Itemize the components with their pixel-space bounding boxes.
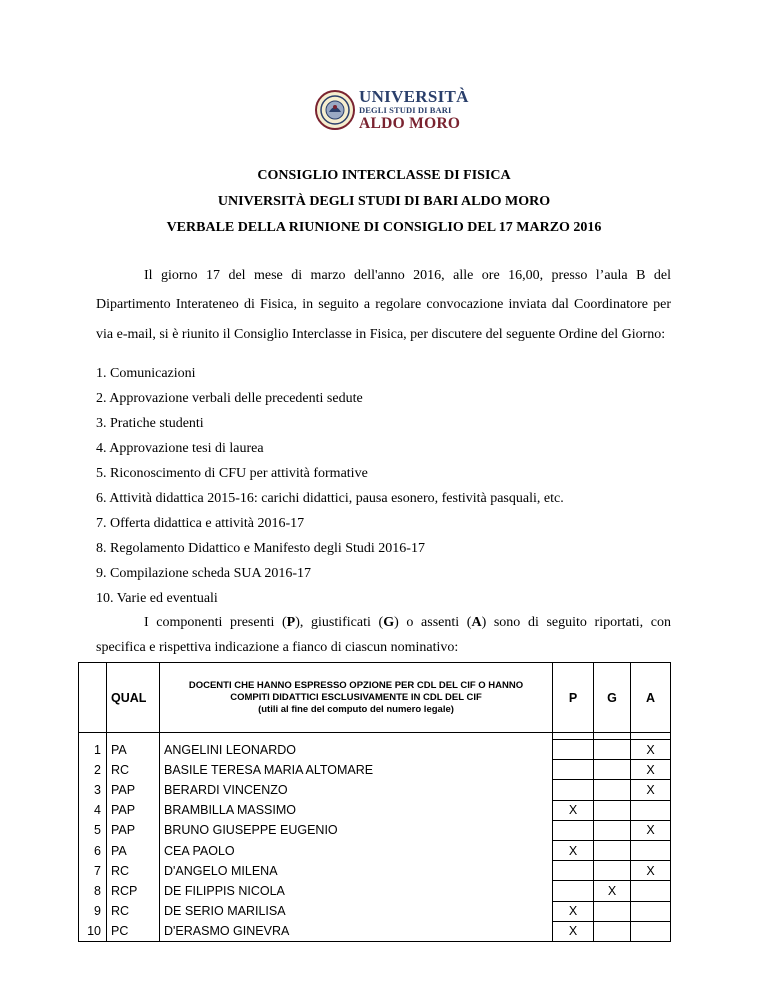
absent-letter: A [471,615,482,630]
row-name: D'ERASMO GINEVRA [160,921,553,941]
row-number: 7 [79,861,107,881]
row-number: 10 [79,921,107,941]
row-justified [594,820,631,840]
row-absent [631,840,671,860]
row-name: BERARDI VINCENZO [160,780,553,800]
spacer-cell [594,733,631,740]
row-present [553,780,594,800]
row-name: D'ANGELO MILENA [160,861,553,881]
header-g: G [594,663,631,733]
row-number: 2 [79,760,107,780]
table-row [79,861,671,881]
table-row [79,901,671,921]
row-absent: X [631,740,671,760]
row-justified: X [594,881,631,901]
row-qual: PA [107,840,160,860]
row-present [553,760,594,780]
agenda-item: 8. Regolamento Didattico e Manifesto degli Studi 2016-17 [96,541,425,556]
agenda-item: 4. Approvazione tesi di laurea [96,441,264,456]
row-name: DE FILIPPIS NICOLA [160,881,553,901]
table-row [79,760,671,780]
row-justified [594,740,631,760]
row-number: 8 [79,881,107,901]
header-p: P [553,663,594,733]
university-seal-icon [315,90,355,130]
row-present [553,740,594,760]
row-present: X [553,840,594,860]
row-justified [594,780,631,800]
table-row [79,780,671,800]
row-present: X [553,901,594,921]
row-qual: PA [107,740,160,760]
agenda-item: 2. Approvazione verbali delle precedenti sedute [96,391,363,406]
agenda-item: 7. Offerta didattica e attività 2016-17 [96,516,305,531]
row-name: BRUNO GIUSEPPE EUGENIO [160,820,553,840]
row-qual: RC [107,760,160,780]
row-absent [631,921,671,941]
row-number: 3 [79,780,107,800]
row-number: 4 [79,800,107,820]
header-desc-line: DOCENTI CHE HANNO ESPRESSO OPZIONE PER CDL DEL CIF O HANNO [188,679,524,691]
agenda-item: 10. Varie ed eventuali [96,591,218,606]
title-line-2: UNIVERSITÀ DEGLI STUDI DI BARI ALDO MORO [217,194,551,209]
intro-paragraph [96,261,671,349]
attendance-text: ) o assenti ( [394,615,472,630]
title-line-1: CONSIGLIO INTERCLASSE DI FISICA [257,168,511,183]
table-row [79,740,671,760]
header-a: A [631,663,671,733]
table-row [79,840,671,860]
attendance-text: ), giustificati ( [295,615,384,630]
header-desc-line: (utili al fine del computo del numero legale) [258,703,454,715]
row-qual: PAP [107,780,160,800]
spacer-cell [553,733,594,740]
attendance-text: I componenti presenti ( [144,615,287,630]
row-name: DE SERIO MARILISA [160,901,553,921]
agenda-item: 3. Pratiche studenti [96,416,204,431]
attendance-text: ) sono di seguito riportati, con [481,615,671,630]
row-absent [631,901,671,921]
table-row [79,820,671,840]
table-header-row [79,663,671,733]
row-name: ANGELINI LEONARDO [160,740,553,760]
row-present [553,820,594,840]
agenda-item: 5. Riconoscimento di CFU per attività formative [96,466,368,481]
attendance-paragraph [96,610,671,660]
justified-letter: G [383,615,395,630]
row-absent: X [631,780,671,800]
row-present [553,881,594,901]
agenda-item: 1. Comunicazioni [96,366,196,381]
table-row [79,800,671,820]
logo-line-3: ALDO MORO [359,114,461,132]
row-qual: PAP [107,820,160,840]
row-qual: PC [107,921,160,941]
logo-line-1: UNIVERSITÀ [359,87,469,106]
agenda-item: 6. Attività didattica 2015-16: carichi didattici, pausa esonero, festività pasquali, etc. [96,491,564,506]
row-number: 6 [79,840,107,860]
header-qual: QUAL [107,663,160,733]
row-absent: X [631,820,671,840]
present-letter: P [286,615,296,630]
row-absent: X [631,861,671,881]
row-justified [594,800,631,820]
row-present: X [553,921,594,941]
header-description [160,663,553,733]
row-number: 9 [79,901,107,921]
logo-line-2: DEGLI STUDI DI BARI [359,105,452,115]
row-absent [631,881,671,901]
attendance-line-2: specifica e rispettiva indicazione a fianco di ciascun nominativo: [96,640,459,655]
row-name: BASILE TERESA MARIA ALTOMARE [160,760,553,780]
spacer-cell [160,733,553,740]
attendance-line-1 [96,610,671,635]
row-qual: RC [107,861,160,881]
header-desc-line: COMPITI DIDATTICI ESCLUSIVAMENTE IN CDL DEL CIF [230,691,482,703]
row-qual: RCP [107,881,160,901]
header-num-cell [79,663,107,733]
row-present [553,861,594,881]
table-spacer-row [79,733,671,740]
row-name: CEA PAOLO [160,840,553,860]
row-present: X [553,800,594,820]
row-number: 5 [79,820,107,840]
row-justified [594,760,631,780]
row-number: 1 [79,740,107,760]
agenda-item: 9. Compilazione scheda SUA 2016-17 [96,566,312,581]
spacer-cell [107,733,160,740]
spacer-cell [79,733,107,740]
members-table [78,662,671,942]
intro-text: Il giorno 17 del mese di marzo dell'anno 2016, alle ore 16,00, presso l’aula B del Dipartimento Interateneo di Fisica, in seguito a regolare convocazione inviata dal Coordinatore per via e-mail, si è riunito il Consiglio Interclasse in Fisica, per discutere del seguente Ordine del Giorno: [96,268,671,342]
row-qual: PAP [107,800,160,820]
row-absent: X [631,760,671,780]
table-row [79,881,671,901]
row-justified [594,901,631,921]
row-absent [631,800,671,820]
row-qual: RC [107,901,160,921]
table-row [79,921,671,941]
row-name: BRAMBILLA MASSIMO [160,800,553,820]
spacer-cell [631,733,671,740]
row-justified [594,840,631,860]
row-justified [594,921,631,941]
title-line-3: VERBALE DELLA RIUNIONE DI CONSIGLIO DEL 17 MARZO 2016 [166,220,602,235]
university-logo [313,87,469,132]
row-justified [594,861,631,881]
